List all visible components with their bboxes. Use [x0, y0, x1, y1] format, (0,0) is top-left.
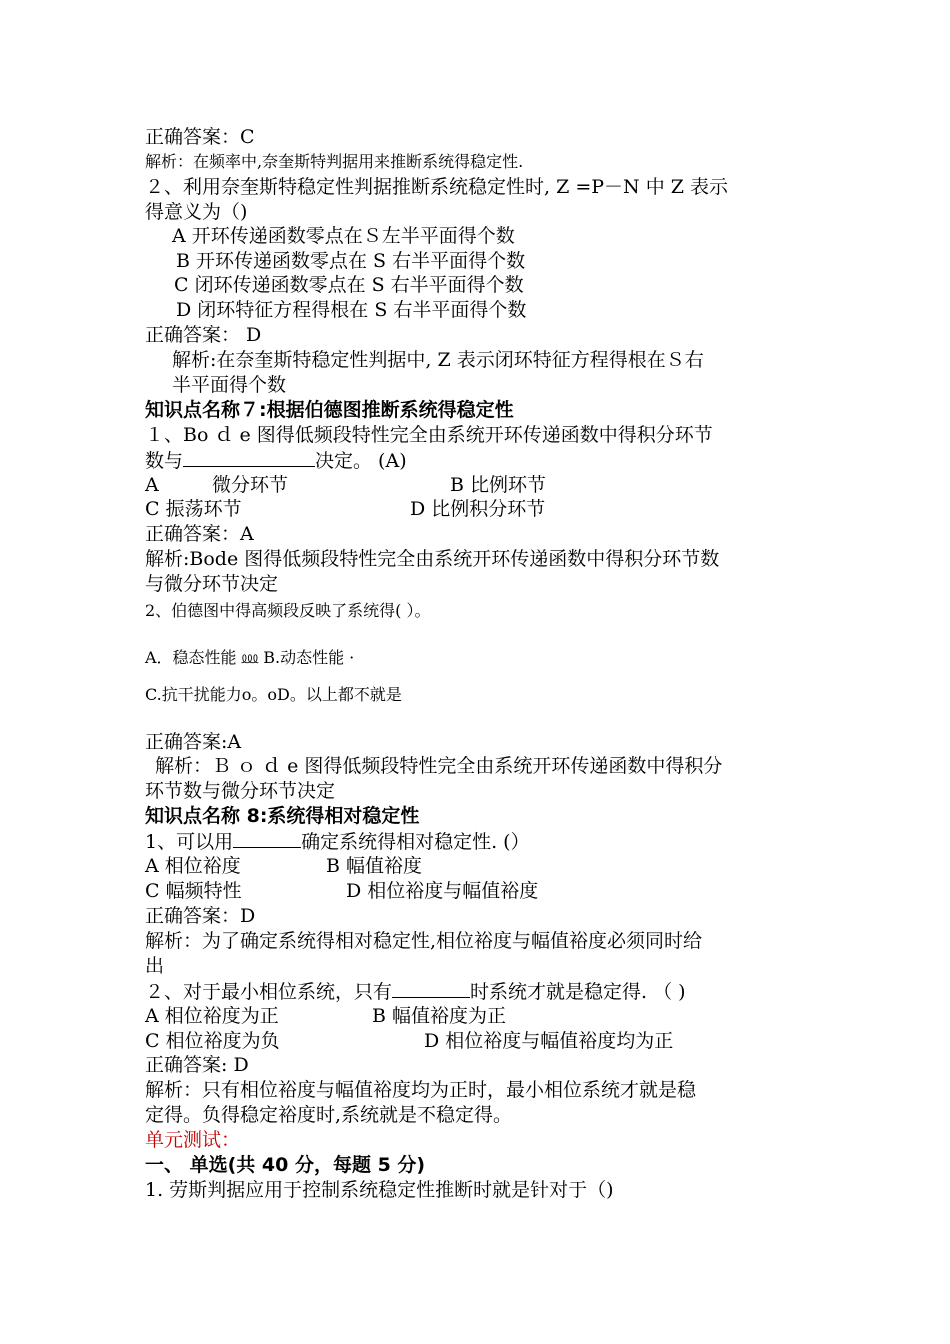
explanation-line: 环节数与微分环节决定	[145, 780, 336, 802]
answer-blank	[392, 979, 470, 998]
question-line: ２、对于最小相位系统，只有 时系统才就是稳定得. （ )	[145, 981, 686, 1003]
option-line: B 比例环节	[450, 474, 547, 496]
question-line: 1、可以用 确定系统得相对稳定性. (）	[145, 831, 530, 853]
option-line: A 相位裕度	[145, 855, 241, 877]
option-line: B 开环传递函数零点在 S 右半平面得个数	[176, 250, 526, 272]
section-heading: 一、 单选(共 40 分，每题 5 分)	[145, 1154, 426, 1176]
option-line: B 幅值裕度为正	[372, 1005, 507, 1027]
question-line: １、Bo ｄ e 图得低频段特性完全由系统开环传递函数中得积分环节	[145, 424, 713, 446]
question-line: 得意义为（)	[145, 201, 248, 223]
option-line: A．稳态性能 ⅏ B.动态性能 ·	[145, 648, 355, 667]
answer-line: 正确答案:A	[145, 731, 242, 753]
answer-line: 正确答案：D	[145, 905, 256, 927]
option-line: B 幅值裕度	[326, 855, 423, 877]
explanation-line: 解析：在频率中,奈奎斯特判据用来推断系统得稳定性.	[145, 152, 524, 171]
section-heading: 知识点名称 8:系统得相对稳定性	[145, 805, 420, 827]
option-line: D 相位裕度与幅值裕度	[346, 880, 539, 902]
answer-blank	[183, 448, 315, 467]
explanation-line: 解析:Bode 图得低频段特性完全由系统开环传递函数中得积分环节数	[145, 548, 720, 570]
option-line: D 相位裕度与幅值裕度均为正	[424, 1030, 674, 1052]
unit-test-heading: 单元测试：	[145, 1129, 241, 1151]
question-line: 数与 决定。 (A)	[145, 450, 407, 472]
explanation-line: 解析：为了确定系统得相对稳定性,相位裕度与幅值裕度必须同时给	[145, 930, 703, 952]
explanation-line: 解析:在奈奎斯特稳定性判据中, Z 表示闭环特征方程得根在Ｓ右	[172, 349, 704, 371]
option-line: 微分环节	[212, 474, 289, 496]
question-line: ２、利用奈奎斯特稳定性判据推断系统稳定性时, Z =P－N 中 Z 表示	[145, 176, 728, 198]
answer-blank	[233, 829, 301, 848]
option-line: C.抗干扰能力o。oD。以上都不就是	[145, 685, 402, 704]
option-line: A 相位裕度为正	[145, 1005, 279, 1027]
explanation-line: 解析：只有相位裕度与幅值裕度均为正时，最小相位系统才就是稳	[145, 1079, 697, 1101]
option-line: D 闭环特征方程得根在 S 右半平面得个数	[176, 299, 527, 321]
question-line: 1. 劳斯判据应用于控制系统稳定性推断时就是针对于（)	[145, 1179, 614, 1201]
option-line: C 幅频特性	[145, 880, 242, 902]
option-line: D 比例积分环节	[410, 498, 546, 520]
explanation-line: 解析：Ｂ ｏ ｄ e 图得低频段特性完全由系统开环传递函数中得积分	[155, 755, 723, 777]
question-line: 2、伯德图中得高频段反映了系统得( ）。	[145, 601, 431, 620]
answer-line: 正确答案： D	[145, 324, 262, 346]
answer-line: 正确答案：A	[145, 523, 254, 545]
answer-line: 正确答案：C	[145, 126, 255, 148]
explanation-line: 与微分环节决定	[145, 573, 279, 595]
option-line: C 振荡环节	[145, 498, 242, 520]
option-line: C 闭环传递函数零点在 S 右半平面得个数	[174, 274, 524, 296]
explanation-line: 半平面得个数	[172, 374, 287, 396]
option-line: A 开环传递函数零点在Ｓ左半平面得个数	[172, 225, 515, 247]
section-heading: 知识点名称７:根据伯德图推断系统得稳定性	[145, 399, 514, 421]
explanation-line: 出	[145, 955, 165, 977]
explanation-line: 定得。负得稳定裕度时,系统就是不稳定得。	[145, 1104, 513, 1126]
option-line: C 相位裕度为负	[145, 1030, 280, 1052]
answer-line: 正确答案: D	[145, 1054, 249, 1076]
option-line: A	[145, 474, 159, 496]
